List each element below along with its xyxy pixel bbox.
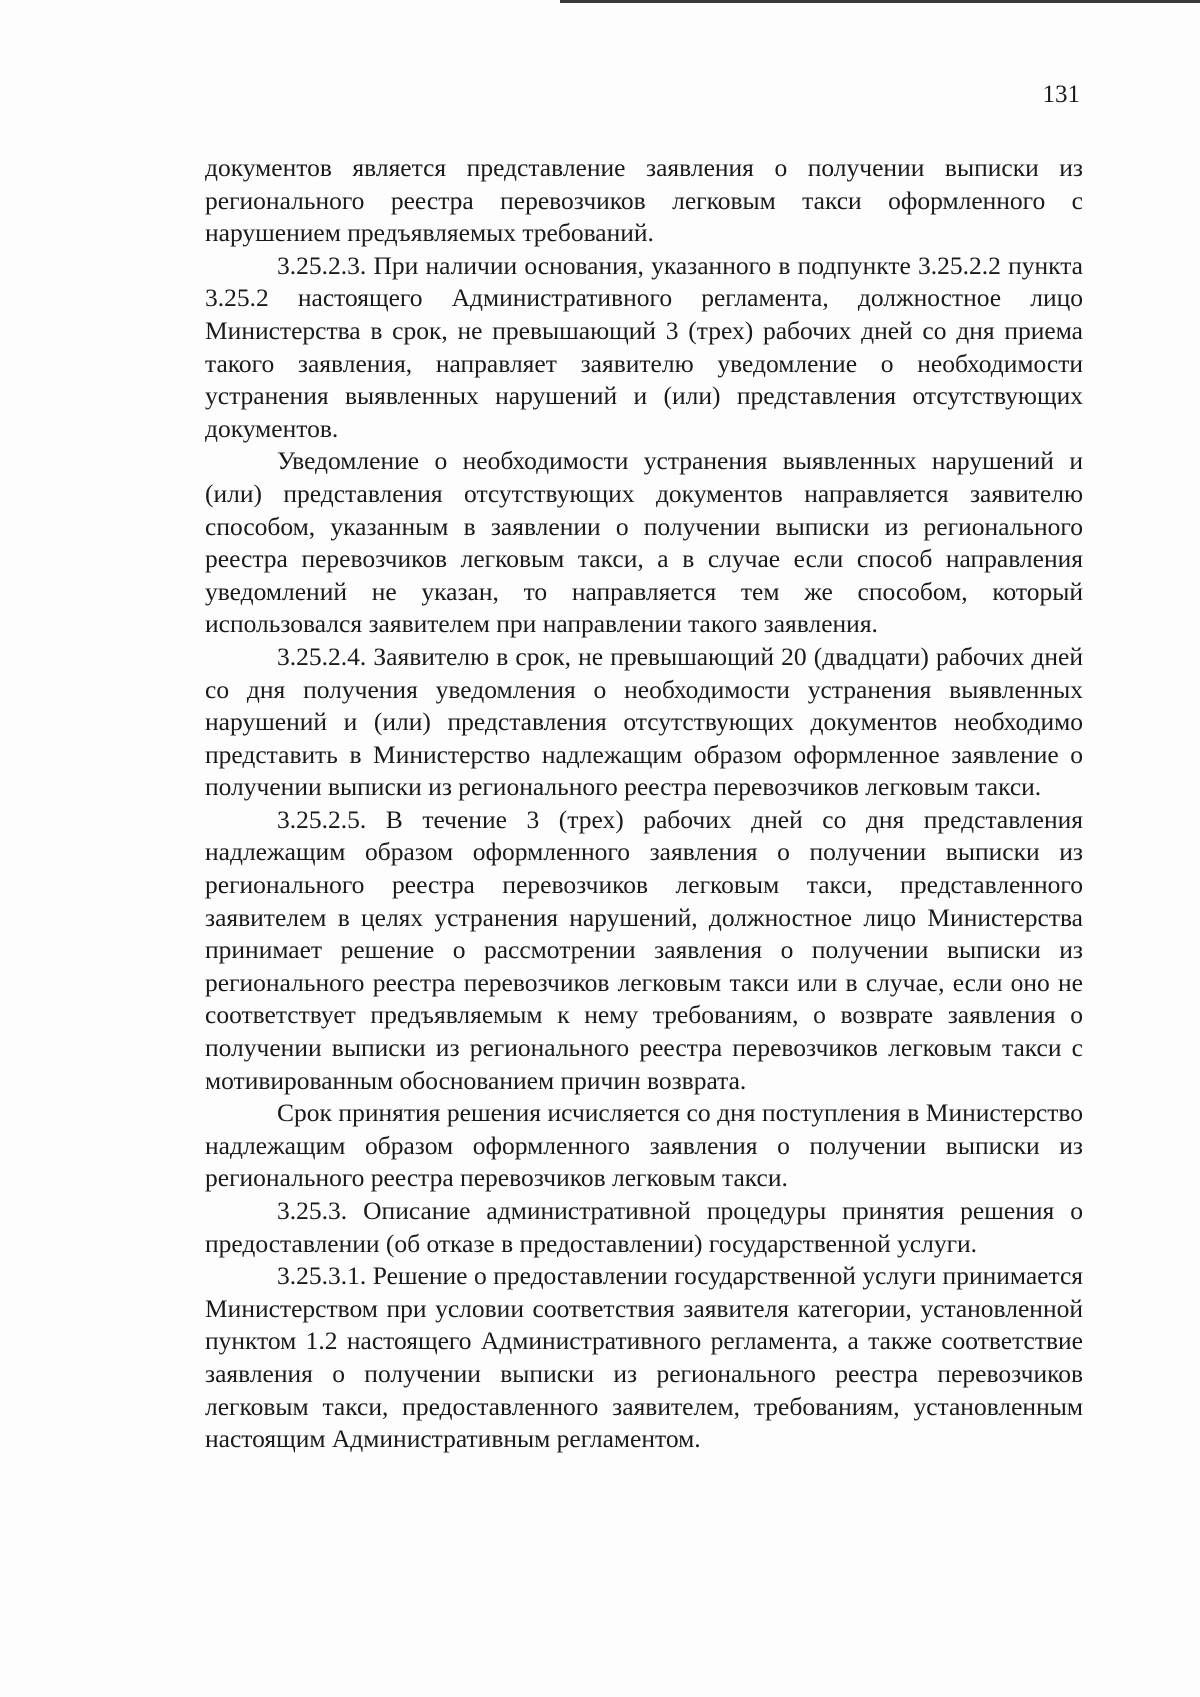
paragraph-decision-term: Срок принятия решения исчисляется со дня поступления в Министерство надлежащим образом оформленного заявления о получении выписки из регионального реестра перевозчиков легковым такси. bbox=[205, 1098, 1083, 1193]
paragraph-notice-method: Уведомление о необходимости устранения выявленных нарушений и (или) представления отсутствующих документов направляется заявителю способом, указанным в заявлении о получении выписки из регионального реестра перевозчиков легковым такси, а в случае если способ направления уведомлений не указан, то направляется тем же способом, который использовался заявителем при направлении такого заявления. bbox=[205, 446, 1083, 639]
paragraph-3-25-3-1: 3.25.3.1. Решение о предоставлении государственной услуги принимается Министерством при условии соответствия заявителя категории, установленной пунктом 1.2 настоящего Административного регламента, а также соответствие заявления о получении выписки из регионального реестра перевозчиков легковым такси, предоставленного заявителем, требованиям, установленным настоящим Административным регламентом. bbox=[205, 1261, 1083, 1454]
paragraph-3-25-2-4: 3.25.2.4. Заявителю в срок, не превышающий 20 (двадцати) рабочих дней со дня получения уведомления о необходимости устранения выявленных нарушений и (или) представления отсутствующих документов необходимо представить в Министерство надлежащим образом оформленное заявление о получении выписки из регионального реестра перевозчиков легковым такси. bbox=[205, 641, 1083, 802]
document-body bbox=[205, 152, 1083, 1456]
scan-edge-line bbox=[560, 0, 1200, 3]
paragraph-continuation: документов является представление заявления о получении выписки из регионального реестра перевозчиков легковым такси оформленного с нарушением предъявляемых требований. bbox=[205, 153, 1083, 248]
paragraph-3-25-3: 3.25.3. Описание административной процедуры принятия решения о предоставлении (об отказе в предоставлении) государственной услуги. bbox=[205, 1196, 1083, 1258]
paragraph-3-25-2-3: 3.25.2.3. При наличии основания, указанного в подпункте 3.25.2.2 пункта 3.25.2 настоящего Административного регламента, должностное лицо Министерства в срок, не превышающий 3 (трех) рабочих дней со дня приема такого заявления, направляет заявителю уведомление о необходимости устранения выявленных нарушений и (или) представления отсутствующих документов. bbox=[205, 250, 1083, 443]
paragraph-3-25-2-5: 3.25.2.5. В течение 3 (трех) рабочих дней со дня представления надлежащим образом оформленного заявления о получении выписки из регионального реестра перевозчиков легковым такси, представленного заявителем в целях устранения нарушений, должностное лицо Министерства принимает решение о рассмотрении заявления о получении выписки из регионального реестра перевозчиков легковым такси или в случае, если оно не соответствует предъявляемым к нему требованиям, о возврате заявления о получении выписки из регионального реестра перевозчиков легковым такси с мотивированным обоснованием причин возврата. bbox=[205, 804, 1083, 1095]
page-number: 131 bbox=[1042, 81, 1080, 108]
